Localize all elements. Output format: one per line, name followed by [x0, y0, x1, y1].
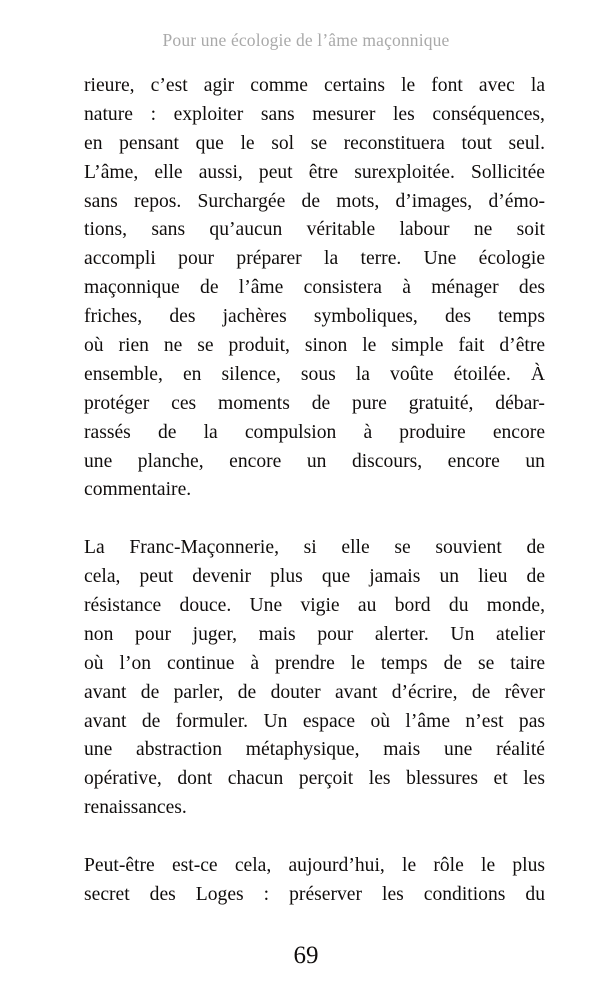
text-line: ensemble, en silence, sous la voûte étoilée. À: [84, 363, 545, 385]
text-line: cela, peut devenir plus que jamais un lieu de: [84, 566, 546, 588]
running-header: Pour une écologie de l’âme maçonnique: [162, 30, 450, 50]
body-text-block: [84, 72, 545, 910]
text-line: protéger ces moments de pure gratuité, débar-: [84, 392, 545, 414]
text-line: commentaire.: [84, 479, 192, 501]
text-line: accompli pour préparer la terre. Une écologie: [84, 248, 546, 270]
text-line: résistance douce. Une vigie au bord du monde,: [84, 595, 545, 617]
text-line: La Franc-Maçonnerie, si elle se souvient de: [84, 537, 545, 559]
text-line: avant de parler, de douter avant d’écrire, de rêver: [84, 681, 545, 703]
text-line: rieure, c’est agir comme certains le font avec la: [84, 75, 546, 96]
text-line: une abstraction métaphysique, mais une réalité: [84, 739, 546, 761]
text-line: renaissances.: [84, 797, 187, 819]
text-line: opérative, dont chacun perçoit les blessures et les: [84, 768, 545, 790]
paragraph-2: [84, 534, 545, 823]
text-line: où rien ne se produit, sinon le simple fait d’être: [84, 335, 546, 357]
text-line: où l’on continue à prendre le temps de se taire: [84, 652, 546, 674]
text-line: maçonnique de l’âme consistera à ménager des: [84, 277, 546, 299]
paragraph-3: [84, 852, 545, 910]
text-line: nature : exploiter sans mesurer les conséquences,: [84, 103, 545, 125]
text-line: en pensant que le sol se reconstituera tout seul.: [84, 132, 546, 154]
page-number: 69: [293, 942, 319, 969]
text-line: tions, sans qu’aucun véritable labour ne soit: [84, 219, 545, 241]
text-line: L’âme, elle aussi, peut être surexploitée. Sollicitée: [84, 161, 545, 183]
text-line: une planche, encore un discours, encore un: [84, 450, 545, 472]
text-line: rassés de la compulsion à produire encore: [84, 421, 546, 443]
text-line: friches, des jachères symboliques, des temps: [84, 306, 545, 328]
text-line: Peut-être est-ce cela, aujourd’hui, le rôle le plus: [84, 855, 546, 877]
text-line: sans repos. Surchargée de mots, d’images, d’émo-: [84, 190, 546, 212]
text-line: non pour juger, mais pour alerter. Un atelier: [84, 623, 545, 645]
text-line: secret des Loges : préserver les conditions du: [84, 883, 545, 905]
text-line: avant de formuler. Un espace où l’âme n’est pas: [84, 710, 546, 732]
paragraph-1: [84, 72, 545, 505]
